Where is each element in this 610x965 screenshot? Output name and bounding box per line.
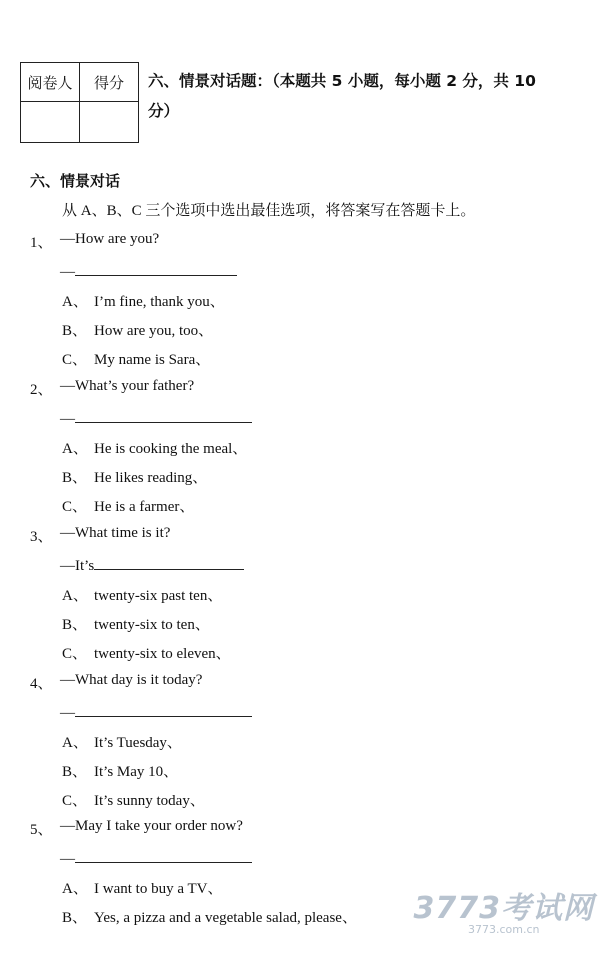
option-letter: A、: [62, 588, 88, 604]
grader-label: 阅卷人: [21, 63, 80, 102]
option-text: I’m fine, thank you、: [94, 294, 225, 310]
question-number: 3、: [30, 529, 53, 545]
option-text: He likes reading、: [94, 470, 208, 486]
answer-blank: [75, 847, 252, 863]
question-4: [0, 672, 610, 819]
question-prompt: —May I take your order now?: [60, 818, 243, 834]
question-number: 2、: [30, 382, 53, 398]
option-a: [62, 290, 225, 311]
option-text: He is a farmer、: [94, 499, 195, 515]
option-letter: C、: [62, 352, 88, 368]
option-text: My name is Sara、: [94, 352, 211, 368]
answer-line: [60, 554, 244, 575]
option-c: [62, 789, 205, 810]
option-a: [62, 584, 222, 605]
option-b: [62, 613, 210, 634]
answer-blank: [94, 554, 244, 570]
instruction: 从 A、B、C 三个选项中选出最佳选项，将答案写在答题卡上。: [62, 203, 476, 219]
score-label: 得分: [80, 63, 139, 102]
question-3: [0, 525, 610, 672]
option-text: twenty-six past ten、: [94, 588, 223, 604]
option-a: [62, 437, 247, 458]
option-text: It’s Tuesday、: [94, 735, 182, 751]
answer-prefix: —It’s: [60, 558, 95, 574]
question-number: 1、: [30, 235, 53, 251]
answer-line: [60, 847, 252, 868]
option-c: [62, 348, 210, 369]
watermark-url: 3773.com.cn: [468, 923, 540, 936]
option-letter: A、: [62, 294, 88, 310]
answer-prefix: —: [60, 411, 75, 427]
option-letter: C、: [62, 646, 88, 662]
answer-prefix: —: [60, 264, 75, 280]
option-c: [62, 495, 194, 516]
option-text: How are you, too、: [94, 323, 214, 339]
option-letter: B、: [62, 910, 88, 926]
option-b: [62, 319, 213, 340]
watermark-logo: 3773考试网: [413, 891, 594, 926]
question-1: [0, 231, 610, 378]
answer-blank: [75, 407, 252, 423]
question-number: 4、: [30, 676, 53, 692]
option-text: He is cooking the meal、: [94, 441, 248, 457]
answer-line: [60, 407, 252, 428]
option-text: I want to buy a TV、: [94, 881, 223, 897]
grader-cell: [21, 102, 80, 143]
question-prompt: —What time is it?: [60, 525, 171, 541]
grader-table: [20, 62, 139, 143]
score-cell: [80, 102, 139, 143]
section-heading: 六、情景对话题：（本题共 5 小题，每小题 2 分，共 10 分）: [148, 72, 536, 120]
watermark: [414, 883, 595, 936]
option-text: twenty-six to eleven、: [94, 646, 231, 662]
option-letter: B、: [62, 617, 88, 633]
question-prompt: —What’s your father?: [60, 378, 195, 394]
question-prompt: —What day is it today?: [60, 672, 203, 688]
question-prompt: —How are you?: [60, 231, 160, 247]
option-letter: B、: [62, 470, 88, 486]
option-letter: A、: [62, 441, 88, 457]
answer-blank: [75, 701, 252, 717]
question-number: 5、: [30, 822, 53, 838]
answer-line: [60, 260, 237, 281]
option-text: twenty-six to ten、: [94, 617, 210, 633]
option-a: [62, 731, 182, 752]
option-text: It’s sunny today、: [94, 793, 205, 809]
answer-prefix: —: [60, 705, 75, 721]
option-b: [62, 466, 207, 487]
option-b: [62, 760, 178, 781]
option-letter: B、: [62, 764, 88, 780]
option-letter: A、: [62, 881, 88, 897]
option-letter: C、: [62, 793, 88, 809]
option-letter: C、: [62, 499, 88, 515]
option-text: Yes, a pizza and a vegetable salad, please、: [94, 910, 357, 926]
option-c: [62, 642, 231, 663]
option-letter: B、: [62, 323, 88, 339]
answer-line: [60, 701, 252, 722]
option-a: [62, 877, 222, 898]
question-2: [0, 378, 610, 525]
option-text: It’s May 10、: [94, 764, 179, 780]
section-title: 六、情景对话: [30, 172, 121, 190]
option-letter: A、: [62, 735, 88, 751]
option-b: [62, 906, 357, 927]
answer-blank: [75, 260, 237, 276]
answer-prefix: —: [60, 851, 75, 867]
